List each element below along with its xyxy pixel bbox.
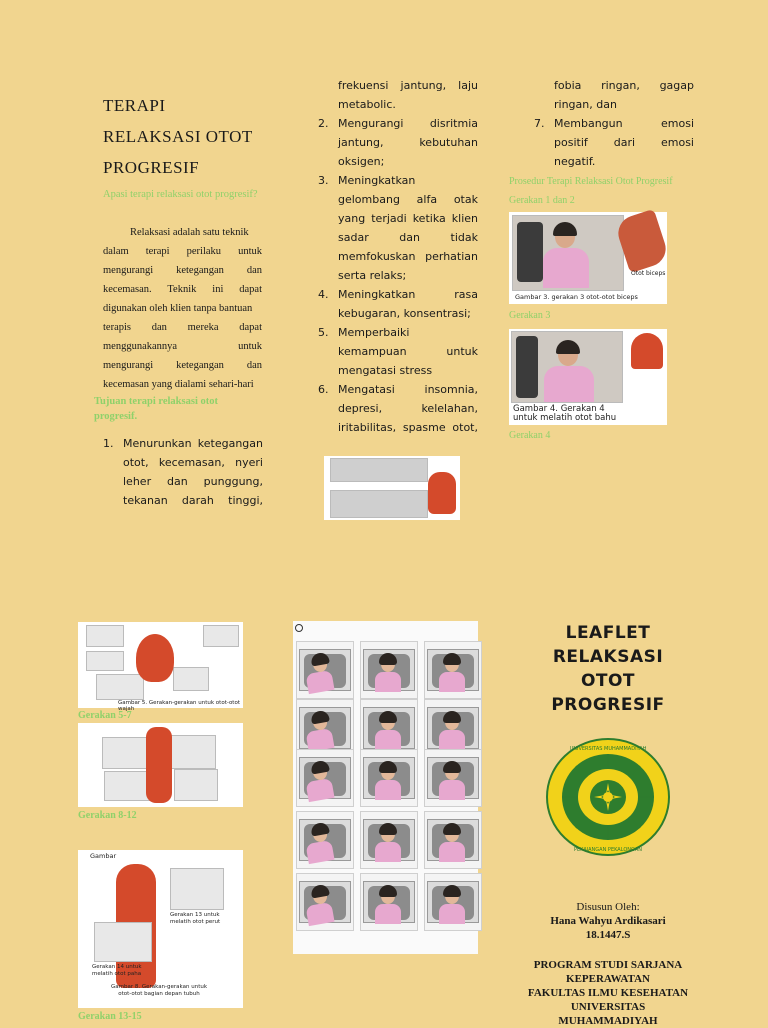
list-line: yang terjadi ketika klien — [338, 212, 478, 225]
list-line: depresi, kelelahan, — [338, 402, 478, 415]
title-line: TERAPI — [103, 96, 166, 115]
gerakan-3-label: Gerakan 3 — [509, 310, 551, 321]
photo-shoulder-woman — [511, 331, 623, 403]
photo-shirt — [439, 904, 465, 924]
list-line: mengatasi stress — [338, 364, 433, 377]
list-line: serta relaks; — [338, 269, 407, 282]
list-line: Meningkatkan — [338, 174, 416, 187]
photo-face — [86, 651, 124, 671]
photo-hair — [443, 823, 461, 835]
program-line: MUHAMMADIYAH — [558, 1015, 658, 1027]
procedure-heading: Prosedur Terapi Relaksasi Otot Progresif — [509, 176, 673, 187]
list-line: oksigen; — [338, 155, 385, 168]
photo-shirt — [305, 778, 334, 802]
photo-shirt — [375, 672, 401, 692]
photo-reclining — [330, 458, 428, 482]
photo-reclining — [330, 490, 428, 518]
list-line: Menurunkan ketegangan — [123, 437, 263, 450]
list-line: memfokuskan perhatian — [338, 250, 478, 263]
photo-neck — [104, 771, 150, 801]
list-line: fobia ringan, gagap — [554, 79, 694, 92]
photo-face — [203, 625, 239, 647]
list-number: 5. — [318, 326, 329, 339]
list-item — [318, 114, 478, 171]
gerakan-8-12-label: Gerakan 8-12 — [78, 810, 137, 821]
body-caption: Gambar 8. Gerakan-gerakan untuk otot-otot bagian depan tubuh — [110, 984, 208, 997]
exercise-photo — [363, 757, 415, 799]
body-exercise-image — [78, 850, 243, 1008]
list-item — [318, 171, 478, 285]
list-line: jantung, kebutuhan — [338, 136, 478, 149]
exercise-photo — [299, 707, 351, 749]
photo-neck — [170, 735, 216, 769]
exercise-photo — [299, 649, 351, 691]
list-line: sadar dan tidak — [338, 231, 478, 244]
question-what-is: Apasi terapi relaksasi otot progresif? — [103, 189, 258, 200]
shoulder-muscle-figure — [631, 333, 663, 369]
list-line: tekanan darah tinggi, — [123, 494, 263, 507]
definition-line: menggunakannya untuk — [103, 341, 262, 352]
biceps-label: Otot biceps — [631, 270, 666, 277]
photo-face — [96, 674, 144, 700]
exercise-photo — [299, 881, 351, 923]
exercise-image-col2 — [324, 456, 460, 520]
cover-title-line: LEAFLET — [565, 623, 651, 643]
cover-title-line: PROGRESIF — [551, 695, 665, 715]
definition-line: digunakan oleh klien tanpa bantuan — [103, 303, 253, 314]
list-line: ringan, dan — [554, 98, 617, 111]
face-muscle-figure — [136, 634, 174, 682]
program-line: FAKULTAS ILMU KESEHATAN — [527, 987, 689, 999]
photo-face — [173, 667, 209, 691]
definition-line: terapis dan mereka dapat — [103, 322, 262, 333]
gerakan-13-15-label: Gerakan 13-15 — [78, 1011, 142, 1022]
list-number: 2. — [318, 117, 329, 130]
photo-shirt — [375, 780, 401, 800]
definition-line: Relaksasi adalah satu teknik — [130, 227, 249, 238]
figure-arm — [428, 472, 456, 514]
photo-hair — [443, 711, 461, 723]
photo-hair — [379, 761, 397, 773]
list-item — [318, 285, 478, 323]
exercise-photo — [427, 881, 479, 923]
abdomen-caption: Gerakan 13 untuk melatih otot perut — [170, 912, 221, 925]
exercise-photo — [363, 707, 415, 749]
svg-text:PEKAJANGAN PEKALONGAN: PEKAJANGAN PEKALONGAN — [573, 847, 643, 853]
biceps-caption: Gambar 3. gerakan 3 otot-otot biceps — [515, 293, 638, 301]
exercise-photo — [363, 881, 415, 923]
shoulder-exercise-image — [509, 329, 667, 425]
exercise-photo — [427, 819, 479, 861]
list-line: leher dan punggung, — [123, 475, 263, 488]
list-number: 3. — [318, 174, 329, 187]
photo-shirt — [305, 670, 334, 694]
photo-neck — [102, 737, 152, 769]
definition-paragraph — [103, 223, 262, 394]
photo-shirt — [439, 780, 465, 800]
photo-shirt — [375, 730, 401, 750]
program-line: UNIVERSITAS — [570, 1001, 646, 1013]
photo-shirt — [305, 902, 334, 926]
list-line: otot, kecemasan, nyeri — [123, 456, 263, 469]
shoulder-caption-line: Gambar 4. Gerakan 4 — [513, 404, 605, 414]
body-image-heading: Gambar — [90, 852, 117, 860]
exercise-photo — [299, 819, 351, 861]
exercise-photo — [427, 757, 479, 799]
photo-shirt — [375, 842, 401, 862]
list-item — [318, 380, 478, 437]
program-line: KEPERAWATAN — [566, 973, 650, 985]
photo-hair — [379, 885, 397, 897]
university-logo — [546, 738, 670, 856]
list-line: gelombang alfa otak — [338, 193, 478, 206]
biceps-exercise-image — [509, 212, 667, 304]
neck-exercise-image — [78, 723, 243, 807]
definition-line: mengurangi ketegangan dan — [103, 265, 262, 276]
list-item — [318, 323, 478, 380]
photo-biceps-woman — [512, 215, 624, 291]
list-line: kemampuan untuk — [338, 345, 478, 358]
back-muscle-figure — [146, 727, 172, 803]
photo-hair — [443, 653, 461, 665]
list-line: negatif. — [554, 155, 596, 168]
exercise-photo-grid — [293, 621, 478, 954]
photo-hair — [379, 711, 397, 723]
list-line: frekuensi jantung, laju — [338, 79, 478, 92]
list-line: iritabilitas, spasme otot, — [338, 421, 478, 434]
photo-shirt — [305, 840, 334, 864]
list-line: kebugaran, konsentrasi; — [338, 307, 471, 320]
definition-line: dalam terapi perilaku untuk — [103, 246, 262, 257]
purpose-list-part1 — [103, 434, 263, 510]
gerakan-4-label: Gerakan 4 — [509, 430, 551, 441]
face-exercise-image — [78, 622, 243, 712]
cover-title — [520, 621, 696, 717]
purpose-list-part2 — [318, 76, 478, 437]
photo-hair — [443, 761, 461, 773]
photo-neck — [174, 769, 218, 801]
definition-line: kecemasan. Teknik ini dapat — [103, 284, 262, 295]
thigh-caption: Gerakan 14 untuk melatih otot paha — [92, 964, 142, 977]
list-line: Mengatasi insomnia, — [338, 383, 478, 396]
photo-thigh — [94, 922, 152, 962]
author-name: Hana Wahyu Ardikasari — [550, 915, 666, 927]
leaflet-title — [103, 90, 273, 183]
photo-shirt — [439, 730, 465, 750]
exercise-photo — [363, 819, 415, 861]
cover-title-line: OTOT — [580, 671, 636, 691]
photo-shirt — [375, 904, 401, 924]
list-line: Mengurangi disritmia — [338, 117, 478, 130]
definition-line: kecemasan yang dialami sehari-hari — [103, 379, 254, 390]
gerakan-1-2-label: Gerakan 1 dan 2 — [509, 195, 575, 206]
photo-hair — [379, 653, 397, 665]
list-number: 7. — [534, 117, 545, 130]
photo-abdomen — [170, 868, 224, 910]
university-logo-icon — [546, 738, 670, 856]
shoulder-caption-line: untuk melatih otot bahu — [513, 413, 617, 423]
list-line: metabolic. — [338, 98, 396, 111]
list-number: 1. — [103, 437, 114, 450]
purpose-list-part3 — [534, 76, 694, 171]
exercise-photo — [427, 707, 479, 749]
photo-hair — [379, 823, 397, 835]
exercise-photo — [299, 757, 351, 799]
list-line: Meningkatkan rasa — [338, 288, 478, 301]
question-purpose: Tujuan terapi relaksasi otot progresif. — [94, 396, 218, 422]
title-line: RELAKSASI OTOT — [103, 127, 253, 146]
photo-shirt — [439, 842, 465, 862]
exercise-photo — [427, 649, 479, 691]
exercise-photo — [363, 649, 415, 691]
list-number: 4. — [318, 288, 329, 301]
face-caption: Gambar 5. Gerakan-gerakan untuk otot-otot wajah — [118, 700, 240, 712]
title-line: PROGRESIF — [103, 158, 200, 177]
student-id: 18.1447.S — [585, 929, 631, 941]
corner-mark-icon — [295, 624, 303, 632]
prepared-by-label: Disusun Oleh: — [576, 901, 640, 913]
list-line: Memperbaiki — [338, 326, 410, 339]
list-line: positif dari emosi — [554, 136, 694, 149]
photo-shirt — [439, 672, 465, 692]
photo-hair — [443, 885, 461, 897]
svg-text:UNIVERSITAS MUHAMMADIYAH: UNIVERSITAS MUHAMMADIYAH — [569, 746, 647, 752]
definition-line: mengurangi ketegangan dan — [103, 360, 262, 371]
program-line: PROGRAM STUDI SARJANA — [533, 959, 683, 971]
list-number: 6. — [318, 383, 329, 396]
list-line: Membangun emosi — [554, 117, 694, 130]
shoulder-caption — [513, 405, 616, 423]
cover-title-line: RELAKSASI — [552, 647, 664, 667]
gerakan-5-7-label: Gerakan 5-7 — [78, 710, 132, 721]
photo-face — [86, 625, 124, 647]
credits-block — [508, 900, 708, 1028]
